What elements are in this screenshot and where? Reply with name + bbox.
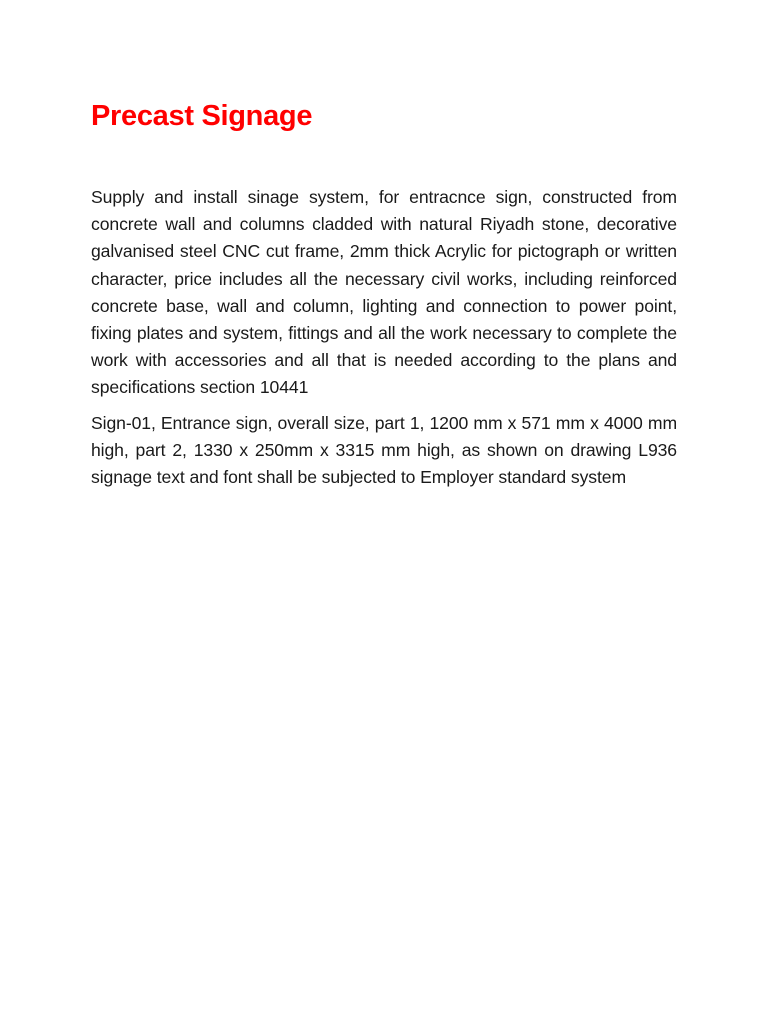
description-paragraph: Supply and install sinage system, for entracnce sign, constructed from concrete wall and columns cladded with natural Riyadh stone, decorative galvanised steel CNC cut frame, 2mm thick Acrylic for pictograph or written character, price includes all the necessary civil works, including reinforced concrete base, wall and column, lighting and connection to power point, fixing plates and system, fittings and all the work necessary to complete the work with accessories and all that is needed according to the plans and specifications section 10441 bbox=[91, 187, 677, 398]
document-title: Precast Signage bbox=[91, 100, 313, 132]
document-body bbox=[91, 96, 677, 491]
sign-specification-paragraph: Sign-01, Entrance sign, overall size, part 1, 1200 mm x 571 mm x 4000 mm high, part 2, 1330 x 250mm x 3315 mm high, as shown on drawing L936 signage text and font shall be subjected to Employer standard system bbox=[91, 412, 677, 488]
